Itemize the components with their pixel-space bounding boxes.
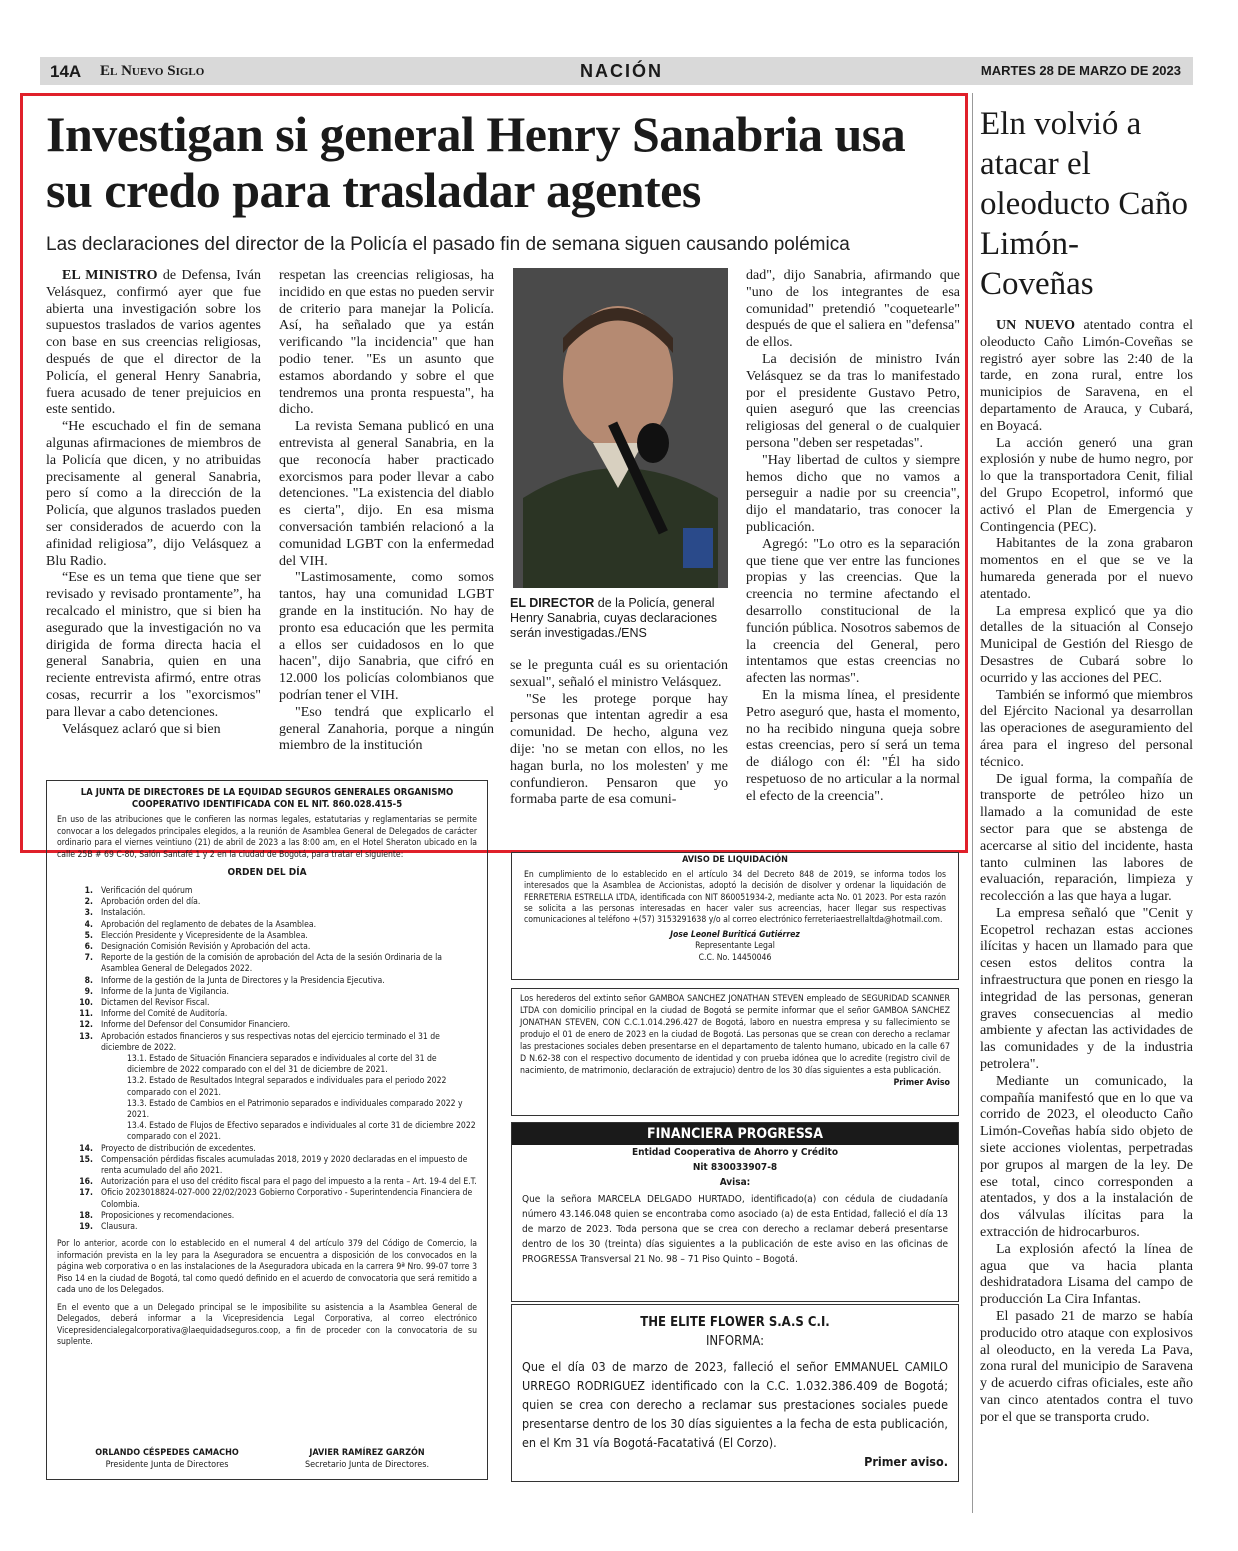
paragraph (46, 570, 261, 721)
agenda-text: Reporte de la gestión de la comisión de aprobación del Acta de la sesión Ordinaria de la Asamblea General de Delegados 2022. (101, 953, 442, 975)
agenda-text: Compensación pérdidas fiscales acumuladas 2018, 2019 y 2020 declaradas en el impuesto de renta acumulado del año 2021. (101, 1154, 468, 1177)
agenda-text: Clausura. (101, 1222, 138, 1233)
paragraph (980, 772, 1193, 906)
agenda-text: Proyecto de distribución de excedentes. (101, 1143, 256, 1154)
sidebar-body (980, 318, 1193, 1427)
agenda-item (47, 897, 477, 908)
agenda-text: 13.4. Estado de Flujos de Efectivo separados e individuales al corte 31 de diciembre 2022 comparado con el 2021. (127, 1121, 476, 1143)
paragraph (746, 268, 960, 352)
ad-liquidacion-cc: C.C. No. 14450046 (698, 952, 772, 963)
lead-in: UN NUEVO (996, 318, 1075, 333)
agenda-number: 3. (84, 908, 93, 919)
ad-equidad-intro: En uso de las atribuciones que le confieren las normas legales, estatutarias y reglamentarias se permite convocar a los delegados principales elegidos, a la reunión de Asamblea General de Delegados de carácter ordinario para el viernes veintiuno (21) de abril de 2023 a las 8:00 am, en el Hotel Sheraton ubicado en la calle 25B # 69 C-80, Salón Santafé 1 y 2 en la ciudad de Bogotá, para tratar el siguiente: (57, 815, 477, 860)
agenda-text: Dictamen del Revisor Fiscal. (101, 998, 210, 1009)
agenda-text: Aprobación orden del día. (101, 897, 201, 908)
agenda-text: Proposiciones y recomendaciones. (101, 1210, 235, 1221)
agenda-number: 2. (84, 897, 93, 908)
agenda-item (47, 931, 477, 942)
ad-elite-title: THE ELITE FLOWER S.A.S C.I. (640, 1315, 830, 1330)
ad-progressa-aviso: Avisa: (719, 1177, 751, 1188)
agenda-item (47, 1054, 477, 1076)
agenda-text: Oficio 2023018824-027-000 22/02/2023 Gobierno Corporativo - Superintendencia Financiera de Colombia. (101, 1188, 473, 1210)
paragraph-text: De igual forma, la compañía de transporte de petróleo hizo un llamado a la comunidad de este sector para que se abstenga de acercarse al sitio del incidente, hasta tanto culminen las labores de evaluación, reparación, limpieza y recolección a las que haya a lugar. (980, 771, 1193, 905)
agenda-item (47, 1020, 477, 1031)
paragraph (980, 1242, 1193, 1309)
paragraph (279, 419, 494, 570)
section-title: NACIÓN (580, 61, 663, 81)
ad-progressa-subtitle: Entidad Cooperativa de Ahorro y Crédito (631, 1147, 839, 1158)
paragraph (980, 906, 1193, 1074)
paragraph-text: La empresa señaló que "Cenit y Ecopetrol rechazan estas acciones ilícitas y hacen un llamado para que cesen estos delitos contra la infraestructura que ponen en riesgo la integridad de las personas, generan graves consecuencias al medio ambiente y afectan las actividades de las comunidades y de la industria petrolera". (980, 905, 1193, 1073)
agenda-item (47, 1188, 477, 1210)
agenda-item (47, 1076, 477, 1098)
paragraph-text: dad", dijo Sanabria, afirmando que "uno de los integrantes de esa comunidad" pretendió "coquetearle" después de que el saliera en "defensa" de ellos. (746, 268, 960, 351)
paragraph (980, 436, 1193, 537)
agenda-number (47, 1121, 101, 1143)
ad-elite-notice: Primer aviso. (864, 1454, 948, 1469)
signature-secretary (267, 1447, 467, 1471)
agenda-item (47, 1121, 477, 1143)
portrait-image (513, 268, 728, 588)
paragraph-text: se le pregunta cuál es su orientación sexual", señaló el ministro Velásquez. (510, 658, 728, 690)
issue-date: MARTES 28 DE MARZO DE 2023 (980, 63, 1181, 78)
paragraph-text: Velásquez aclaró que si bien (62, 721, 221, 737)
agenda-number: 16. (79, 1177, 93, 1188)
agenda-item (47, 942, 477, 953)
agenda-item (47, 1155, 477, 1177)
agenda-list (47, 886, 477, 1233)
agenda-text: Informe del Comité de Auditoría. (101, 1009, 228, 1020)
agenda-title: ORDEN DEL DÍA (227, 867, 307, 878)
agenda-text: Aprobación estados financieros y sus respectivas notas del ejercicio terminado el 31 de diciembre de 2022. (101, 1031, 440, 1053)
article-column-4 (746, 268, 960, 806)
agenda-number: 11. (79, 1009, 93, 1020)
paragraph (980, 604, 1193, 688)
article-deck: Las declaraciones del director de la Policía el pasado fin de semana siguen causando polémica (46, 234, 850, 255)
signer-name: ORLANDO CÉSPEDES CAMACHO (95, 1448, 239, 1458)
ad-scanner-body: Los herederos del extinto señor GAMBOA SANCHEZ JONATHAN STEVEN empleado de SEGURIDAD SCANNER LTDA con domicilio principal en la ciudad de Bogotá se permite informar que el señor GAMBOA SANCHEZ JONATHAN STEVEN, CON C.C.1.014.296.427 de Bogotá, laboro en nuestra empresa y su fallecimiento se produjo el 01 de enero de 2023 en la ciudad de Bogotá. Las personas que se crean con derecho a reclamar las prestaciones sociales deben presentarse en el departamento de talento humano, ubicado en la calle 67 D N.62-38 con el respectivo documento de identidad y con prueba idónea que lo acredite (registro civil de nacimiento, de matrimonio, declaración de extrajucio) dentro de los 30 días siguientes a esta publicación. (520, 994, 950, 1076)
agenda-item (47, 987, 477, 998)
ad-equidad-closing-2: En el evento que a un Delegado principal se le imposibilite su asistencia a la Asamblea General de Delegados, deberá informar a la Vicepresidencia Legal Corporativa, al correo electrónico Vicepresidencialegalcorporativa@laequidadseguros.coop, a fin de proceder con la convocatoria de su suplente. (57, 1302, 477, 1348)
signature-president (67, 1447, 267, 1471)
paragraph-text: “Ese es un tema que tiene que ser revisado y revisado prontamente”, ha recalcado el ministro, que si bien ha asegurado que la investigación no va dirigida de forma directa hacia el general Sanabria, quien en una reciente entrevista afirmó, entre otras cosas, recurrir a los "exorcismos" para llevar a cabo detenciones. (46, 570, 261, 720)
ad-equidad-closing-1: Por lo anterior, acorde con lo establecido en el numeral 4 del artículo 379 del Código de Comercio, la información prevista en la ley para la Aseguradora se encuentra a disposición de los convocados en la página web corporativa o en las instalaciones de la Aseguradora ubicada en la carrera 9ª Nro. 99-07 torre 3 Piso 14 en la ciudad de Bogotá, tal como quedó definido en el acuerdo de convocatoria que será remitido a cada uno de los Delegados. (57, 1239, 477, 1296)
paragraph-text: "Se les protege porque hay personas que intentan agredir a esa comunidad. De hecho, alguna vez dije: 'no se metan con ellos, no les hagan burla, no los molesten' y me confundieron. Pensaron que yo formaba parte de esa comuni- (510, 691, 728, 808)
agenda-number: 19. (79, 1222, 93, 1233)
paragraph-text: La acción generó una gran explosión y nube de humo negro, por lo que la transportadora Cenit, filial del Grupo Ecopetrol, informó que activó el Plan de Emergencia y Contingencia (PEC). (980, 435, 1193, 535)
agenda-number: 9. (84, 986, 93, 997)
paragraph-text: “He escuchado el fin de semana algunas afirmaciones de miembros de la Policía que dicen, y no atribuidas precisamente al general Sanabria, pero sí como a la dirección de la Policía, que algunos traslados pueden ser considerados de acuerdo con la afinidad religiosa”, dijo Velásquez a Blu Radio. (46, 419, 261, 569)
sidebar-headline: Eln volvió a atacar el oleoducto Caño Limón-Coveñas (980, 106, 1189, 302)
agenda-number: 4. (84, 919, 93, 930)
agenda-number: 17. (79, 1188, 93, 1199)
agenda-number: 10. (79, 998, 93, 1009)
lead-in: EL MINISTRO (62, 268, 158, 283)
agenda-number: 7. (84, 953, 93, 964)
agenda-number: 6. (84, 942, 93, 953)
ad-progressa-body: Que la señora MARCELA DELGADO HURTADO, identificado(a) con cédula de ciudadanía número 43.146.048 quien se encontraba como asociado (a) de esta Entidad, falleció el día 13 de marzo de 2023. Toda persona que se crea con derecho a reclamar deberá presentarse dentro de los 30 (treinta) días siguientes a la publicación de este aviso en las oficinas de PROGRESSA Transversal 21 No. 98 – 71 Piso Quinto – Bogotá. (522, 1194, 948, 1265)
agenda-item (47, 953, 477, 975)
agenda-text: Autorización para el uso del crédito fiscal para el pago del impuesto a la renta – Art. 19-4 del E.T. (101, 1177, 477, 1188)
paragraph (746, 352, 960, 453)
paragraph-text: Mediante un comunicado, la compañía manifestó que en lo que va corrido de 2023, el oleoducto Caño Limón-Coveñas había sido objeto de siete acciones violentas, perpetradas por grupos al margen de la ley. De ese total, cinco corresponden a atentados, y dos a la instalación de dos válvulas ilícitas para la extracción de hidrocarburos. (980, 1073, 1193, 1241)
ad-equidad-title: LA JUNTA DE DIRECTORES DE LA EQUIDAD SEGUROS GENERALES ORGANISMO COOPERATIVO IDENTIFICADA CON EL NIT. 860.028.415-5 (80, 787, 454, 810)
article-column-1 (46, 268, 261, 738)
photo-caption (510, 596, 728, 641)
paragraph-text: de Defensa, Iván Velásquez, confirmó ayer que fue abierta una investigación sobre los supuestos traslados de varios agentes con base en sus creencias religiosas, después de que el director de la Policía, el general Henry Sanabria, fuera acusado de tener prejuicios en este sentido. (46, 268, 262, 418)
agenda-number: 12. (79, 1020, 93, 1031)
ad-progressa-title: FINANCIERA PROGRESSA (512, 1123, 958, 1145)
agenda-number: 8. (84, 975, 93, 986)
ad-scanner-notice: Primer Aviso (893, 1078, 950, 1088)
paragraph-text: Habitantes de la zona grabaron momentos en el que se ve la humareda generada por el nuevo atentado. (980, 536, 1193, 602)
paragraph (980, 1309, 1193, 1427)
ad-progressa-nit: Nit 830033907-8 (692, 1162, 778, 1173)
agenda-item (47, 1144, 477, 1155)
paragraph-text: atentado contra el oleoducto Caño Limón-Coveñas se registró ayer sobre las 2:40 de la tarde, en zona rural, entre los municipios de Saravena, en el departamento de Arauca, y Cubará, en Boyacá. (980, 318, 1193, 434)
paragraph (46, 419, 261, 570)
paragraph (46, 722, 261, 739)
agenda-number (47, 1054, 101, 1076)
agenda-item (47, 920, 477, 931)
paragraph (279, 705, 494, 755)
agenda-item (47, 1211, 477, 1222)
paragraph (279, 570, 494, 704)
agenda-number (47, 1076, 101, 1098)
page-header (40, 57, 1193, 85)
paragraph (980, 688, 1193, 772)
caption-lead: EL DIRECTOR (510, 596, 595, 610)
agenda-text: 13.1. Estado de Situación Financiera separados e individuales al corte del 31 de diciembre de 2022 comparado con el del 31 de diciembre de 2021. (127, 1054, 437, 1076)
agenda-item (47, 886, 477, 897)
agenda-item (47, 908, 477, 919)
ad-elite-flower (511, 1304, 959, 1482)
agenda-item (47, 1009, 477, 1020)
paragraph-text: "Hay libertad de cultos y siempre hemos dicho que no vamos a perseguir a nadie por su creencia", dijo el mandatario, tras conocer la publicación. (746, 452, 960, 535)
ad-equidad-convocatoria (46, 780, 488, 1480)
paragraph (510, 658, 728, 692)
agenda-text: Aprobación del reglamento de debates de la Asamblea. (101, 919, 317, 930)
agenda-item (47, 1177, 477, 1188)
paragraph (510, 692, 728, 810)
paragraph-text: En la misma línea, el presidente Petro aseguró que, hasta el momento, no ha recibido ninguna queja sobre estas creencias, pero sí será un tema de diálogo con él: "Él ha sido respetuoso de no articular a la normal el efecto de la creencia". (746, 687, 960, 804)
paragraph (746, 688, 960, 806)
paragraph (746, 453, 960, 537)
agenda-number: 18. (79, 1210, 93, 1221)
agenda-text: Informe del Defensor del Consumidor Financiero. (101, 1020, 291, 1031)
agenda-text: Verificación del quórum (101, 886, 193, 896)
paragraph-text: Agregó: "Lo otro es la separación que tiene que ver entre las funciones propias y las creencias. Que la creencia no termine afectando el desarrollo constitucional de la función pública. Nosotros sabemos de la creencia del General, pero intentamos que estas creencias no afecten las normas". (746, 536, 960, 687)
ad-seguridad-scanner (511, 988, 959, 1116)
page-number: 14A (50, 62, 82, 81)
signer-role: Presidente Junta de Directores (105, 1460, 229, 1470)
paragraph (980, 536, 1193, 603)
agenda-text: Designación Comisión Revisión y Aprobación del acta. (101, 942, 311, 953)
agenda-item (47, 976, 477, 987)
agenda-item (47, 1032, 477, 1054)
paragraph-text: respetan las creencias religiosas, ha incidido en que estas no pueden servir de criterio para manejar la Policía. Así, ha señalado que ya están verificando "la incidencia" que han podio tener. "Es un asunto que estamos abordando y sobre el que tendremos una pronta respuesta", ha dicho. (279, 268, 494, 418)
paragraph (746, 537, 960, 688)
article-column-3 (510, 658, 728, 809)
paragraph-text: "Eso tendrá que explicarlo el general Zanahoria, porque a ningún miembro de la institución (279, 704, 494, 754)
paragraph (980, 318, 1193, 436)
paragraph-text: "Lastimosamente, como somos tantos, hay una comunidad LGBT grande en la institución. No hay de pronto esa educación que les permita a ellos ser cuidadosos en lo que hacen", dijo Sanabria, que cifró en 12.000 los policías colombianos que podrían tener el VIH. (279, 570, 494, 703)
agenda-text: Elección Presidente y Vicepresidente de la Asamblea. (101, 930, 308, 941)
paragraph-text: La empresa explicó que ya dio detalles de la situación al Consejo Municipal de Gestión del Riesgo de Desastres de Cubará sobre lo ocurrido y las acciones del PEC. (980, 603, 1193, 686)
paragraph-text: También se informó que miembros del Ejército Nacional ya desarrollan las operaciones de aseguramiento del área para el ingreso del personal técnico. (980, 687, 1193, 770)
portrait-photo (513, 268, 728, 588)
agenda-text: Instalación. (101, 908, 146, 919)
paragraph-text: La revista Semana publicó en una entrevista al general Sanabria, en la que reconocía haber practicado exorcismos para poder llevar a cabo detenciones. "La existencia del diablo es cierta", dijo. En esa misma conversación también relacionó a la comunidad LGBT con la enfermedad del VIH. (279, 419, 494, 569)
paragraph (980, 1074, 1193, 1242)
article-column-2 (279, 268, 494, 755)
agenda-number (47, 1099, 101, 1121)
agenda-number: 13. (79, 1031, 93, 1042)
agenda-number: 1. (84, 886, 93, 896)
paragraph-text: La explosión afectó la línea de agua que va hacia planta deshidratadora Lisama del campo de producción La Cira Infantas. (980, 1241, 1193, 1308)
signer-role: Secretario Junta de Directores. (304, 1460, 430, 1470)
agenda-text: 13.2. Estado de Resultados Integral separados e individuales para el periodo 2022 comparado con el 2021. (127, 1076, 447, 1098)
agenda-item (47, 1222, 477, 1233)
agenda-text: Informe de la Junta de Vigilancia. (101, 986, 229, 997)
newspaper-name: El Nuevo Siglo (100, 63, 205, 79)
ad-elite-subtitle: INFORMA: (705, 1334, 765, 1349)
agenda-item (47, 998, 477, 1009)
ad-elite-body: Que el día 03 de marzo de 2023, falleció el señor EMMANUEL CAMILO URREGO RODRIGUEZ identificado con la C.C. 1.032.386.409 de Bogotá; quien se crea con derecho a reclamar sus prestaciones sociales puede presentarse dentro de los 30 días siguientes a la fecha de esta publicación, en el Km 31 vía Bogotá-Facatativá (El Corzo). (522, 1359, 948, 1450)
ad-liquidacion-body: En cumplimiento de lo establecido en el artículo 34 del Decreto 848 de 2019, se informa todos los interesados que la Asamblea de Accionistas, adoptó la decisión de disolver y ordenar la liquidación de FERRETERIA ESTRELLA LTDA, identificada con NIT 860051934-2, mediante acta No. 01 2023. Por esta razón se solicita a las personas interesadas en hacer valer sus acreencias, hacer llegar sus respectivas comunicaciones al teléfono +(57) 3153291638 y/o al correo electrónico ferreteriaestrellaltda@hotmail.com. (524, 870, 946, 926)
agenda-number: 5. (84, 930, 93, 941)
agenda-item (47, 1099, 477, 1121)
agenda-number: 14. (79, 1143, 93, 1154)
paragraph (46, 268, 261, 419)
agenda-number: 15. (79, 1154, 93, 1165)
ad-liquidacion-signer: Jose Leonel Buriticá Gutiérrez (670, 930, 800, 941)
ad-liquidacion-title: AVISO DE LIQUIDACIÓN (682, 855, 788, 865)
agenda-text: Informe de la gestión de la Junta de Directores y la Presidencia Ejecutiva. (101, 975, 385, 986)
signer-name: JAVIER RAMÍREZ GARZÓN (309, 1448, 425, 1458)
paragraph (279, 268, 494, 419)
agenda-text: 13.3. Estado de Cambios en el Patrimonio separados e individuales comparado 2022 y 2021. (127, 1098, 463, 1121)
ad-liquidacion-role: Representante Legal (695, 941, 775, 952)
ad-financiera-progressa (511, 1122, 959, 1302)
ad-liquidacion (511, 852, 959, 980)
paragraph-text: La decisión de ministro Iván Velásquez se da tras lo manifestado por el presidente Gustavo Petro, quien aseguró que las creencias religiosas del general o de cualquier persona "deben ser respetadas". (746, 351, 960, 451)
column-divider (972, 93, 973, 1513)
paragraph-text: El pasado 21 de marzo se había producido otro ataque con explosivos al oleoducto, en la vereda La Pava, zona rural del municipio de Saravena y de acuerdo cifras oficiales, este año van cinco atentados contra el tuvo por el que se transporta crudo. (980, 1309, 1193, 1425)
article-headline: Investigan si general Henry Sanabria usa su credo para trasladar agentes (46, 106, 906, 218)
caption-text: de la Policía, general Henry Sanabria, cuyas declaraciones serán investigadas./ENS (510, 596, 718, 640)
